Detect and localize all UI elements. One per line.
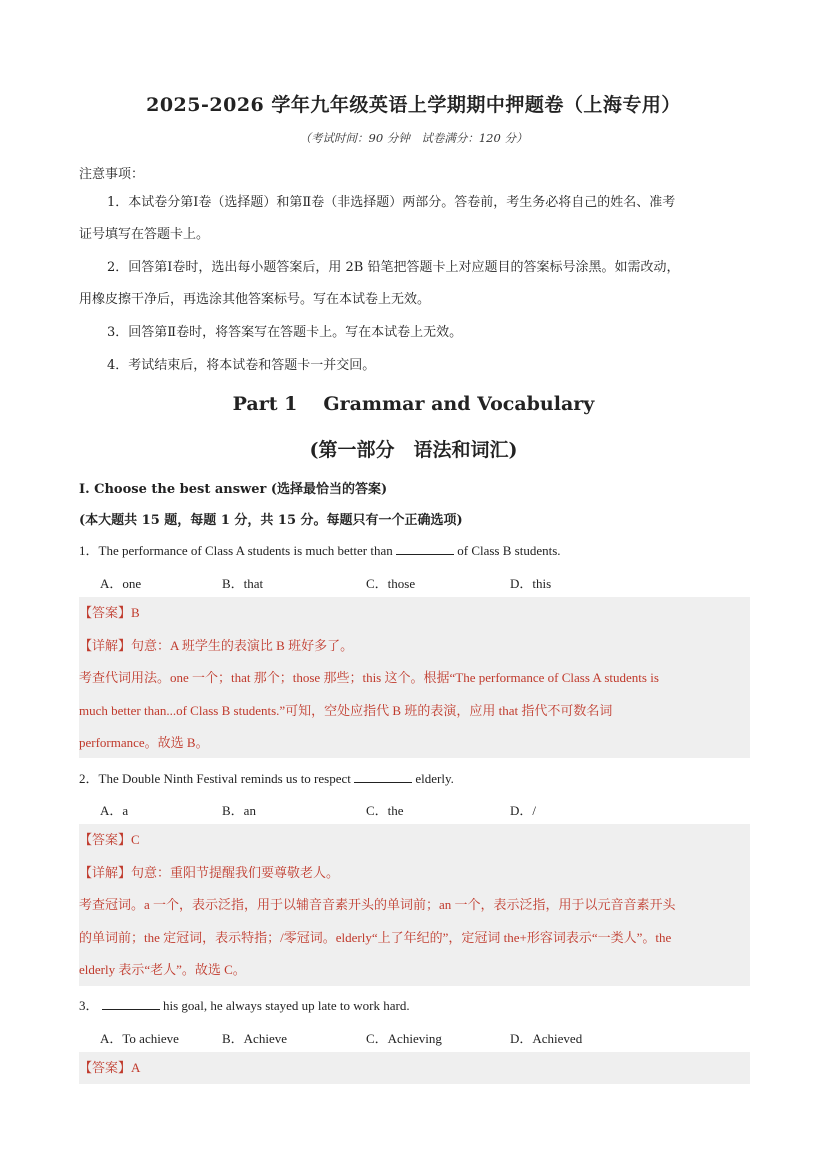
question-2-explain-1: 【详解】句意：重阳节提醒我们要尊敬老人。: [79, 864, 340, 880]
question-2-explain-4: elderly 表示“老人”。故选 C。: [79, 962, 246, 977]
part-title: Grammar and Vocabulary: [323, 393, 595, 415]
notice-item-3: [79, 317, 749, 349]
question-2-blank: [354, 772, 412, 783]
question-2-answer: 【答案】C: [79, 832, 140, 847]
question-2-option-c[interactable]: C．the: [366, 803, 404, 818]
question-2-stem-after: elderly.: [415, 771, 454, 786]
question-3-answer: 【答案】A: [79, 1060, 141, 1075]
part-label: Part 1: [232, 393, 298, 415]
question-3-answer-box: [79, 1052, 750, 1084]
notice-heading: 注意事项：: [79, 167, 145, 182]
part-heading: [0, 393, 827, 415]
question-1-answer: 【答案】B: [79, 605, 140, 620]
question-3-option-a[interactable]: A．To achieve: [100, 1031, 179, 1046]
question-1-option-c[interactable]: C．those: [366, 576, 416, 591]
question-2-option-a[interactable]: A．a: [100, 803, 129, 818]
question-3-stem: [79, 995, 410, 1014]
question-2-answer-box: [79, 824, 750, 986]
notice-item-3-line1: 3．回答第Ⅱ卷时，将答案写在答题卡上。写在本试卷上无效。: [107, 325, 463, 340]
notice-item-1-line1: 1．本试卷分第Ⅰ卷（选择题）和第Ⅱ卷（非选择题）两部分。答卷前，考生务必将自己的姓名、准考: [107, 195, 676, 210]
notice-item-4: [79, 350, 749, 382]
section-heading: I. Choose the best answer (选择最恰当的答案): [79, 482, 388, 497]
question-1-blank: [396, 544, 454, 555]
question-3-stem-before: 3．: [79, 998, 99, 1013]
question-2-explain-3: 的单词前；the 定冠词，表示特指；/零冠词。elderly“上了年纪的”，定冠词 the+形容词表示“一类人”。the: [79, 929, 672, 945]
question-2-stem: [79, 768, 454, 787]
question-1-option-d[interactable]: D．this: [510, 576, 552, 591]
question-3-option-c[interactable]: C．Achieving: [366, 1031, 442, 1046]
notice-item-2: [79, 252, 749, 316]
question-1-stem: [79, 540, 561, 559]
question-2-option-b[interactable]: B．an: [222, 803, 256, 818]
question-1-explain-4: performance。故选 B。: [79, 735, 209, 750]
question-1-answer-box: [79, 597, 750, 758]
question-1-explain-2: 考查代词用法。one 一个；that 那个；those 那些；this 这个。根据“The performance of Class A students is: [79, 670, 659, 685]
notice-item-4-line1: 4．考试结束后，将本试卷和答题卡一并交回。: [107, 358, 376, 373]
exam-title: 2025-2026 学年九年级英语上学期期中押题卷（上海专用）: [146, 94, 681, 116]
question-1-explain-3: much better than...of Class B students.”可知，空处应指代 B 班的表演，应用 that 指代不可数名词: [79, 702, 613, 718]
question-2-option-d[interactable]: D．/: [510, 803, 537, 818]
question-2-stem-before: 2．The Double Ninth Festival reminds us to respect: [79, 771, 351, 786]
notice-item-2-line1: 2．回答第Ⅰ卷时，选出每小题答案后，用 2B 铅笔把答题卡上对应题目的答案标号涂黑。如需改动，: [107, 260, 680, 275]
exam-subtitle: （考试时间：90 分钟 试卷满分：120 分）: [299, 131, 528, 145]
question-3-stem-after: his goal, he always stayed up late to work hard.: [163, 998, 410, 1013]
notice-item-1: [79, 187, 749, 251]
question-2-explain-2: 考查冠词。a 一个，表示泛指，用于以辅音音素开头的单词前；an 一个，表示泛指，用于以元音音素开头: [79, 897, 676, 912]
question-1-stem-before: 1．The performance of Class A students is much better than: [79, 543, 393, 558]
question-1-stem-after: of Class B students.: [457, 543, 561, 558]
notice-item-2-line2: 用橡皮擦干净后，再选涂其他答案标号。写在本试卷上无效。: [79, 292, 431, 307]
question-3-option-d[interactable]: D．Achieved: [510, 1031, 583, 1046]
question-3-blank: [102, 999, 160, 1010]
question-1-option-b[interactable]: B．that: [222, 576, 264, 591]
section-instruction: (本大题共 15 题，每题 1 分，共 15 分。每题只有一个正确选项): [79, 513, 463, 528]
question-1-option-a[interactable]: A．one: [100, 576, 142, 591]
question-3-option-b[interactable]: B．Achieve: [222, 1031, 287, 1046]
part-heading-cn: (第一部分 语法和词汇): [309, 439, 518, 461]
notice-item-1-line2: 证号填写在答题卡上。: [79, 227, 210, 242]
question-1-explain-1: 【详解】句意：A 班学生的表演比 B 班好多了。: [79, 637, 354, 653]
